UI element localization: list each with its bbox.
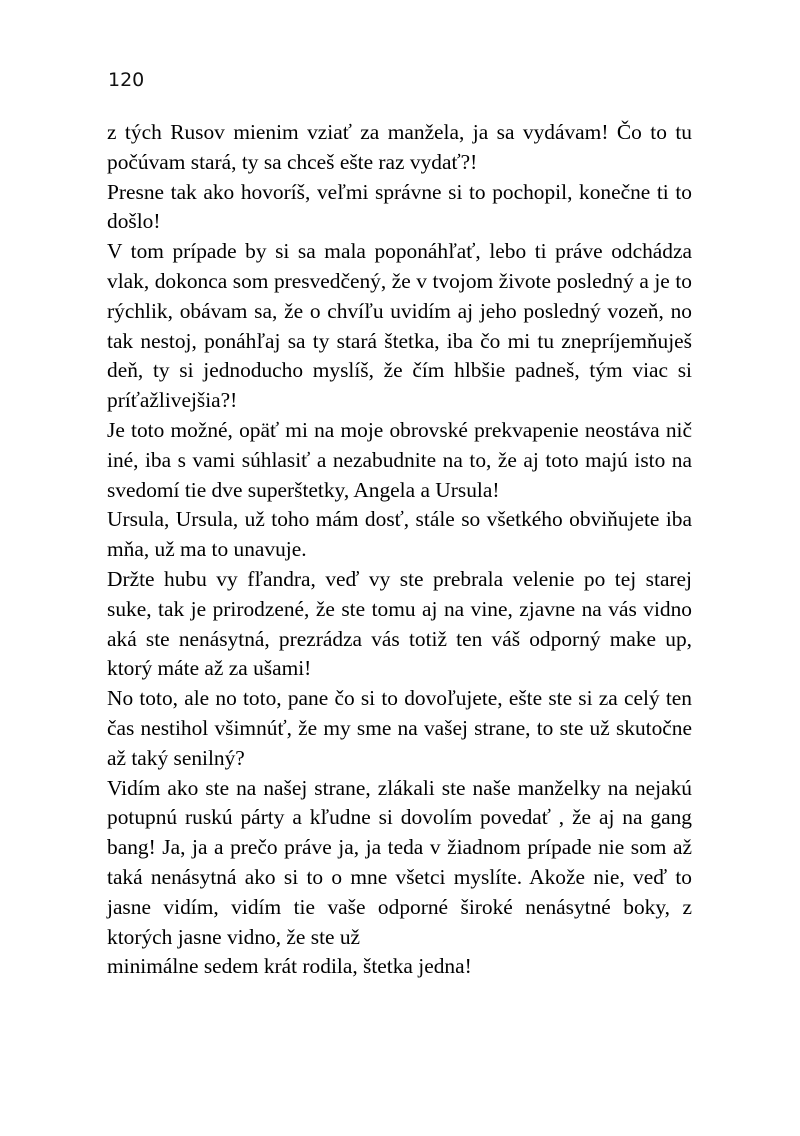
paragraph-1: z tých Rusov mienim vziať za manžela, ja sa vydávam! Čo to tu počúvam stará, ty sa chceš ešte raz vydať?!	[107, 120, 692, 174]
paragraph-9: minimálne sedem krát rodila, štetka jedna!	[107, 954, 472, 979]
body-text	[107, 118, 692, 982]
paragraph-2: Presne tak ako hovoríš, veľmi správne si to pochopil, konečne ti to došlo!	[107, 179, 692, 234]
paragraph-8: Vidím ako ste na našej strane, zlákali ste naše manželky na nejakú potupnú ruskú párty a kľudne si dovolím povedať , že aj na gang bang! Ja, ja a prečo práve ja, ja teda v žiadnom prípade nie som až taká nenásytná ako si to o mne všetci myslíte. Akože nie, veď to jasne vidím, vidím tie vaše odporné široké nenásytné boky, z ktorých jasne vidno, že ste už	[107, 775, 692, 949]
paragraph-7: No toto, ale no toto, pane čo si to dovoľujete, ešte ste si za celý ten čas nestihol všimnúť, že my sme na vašej strane, to ste už skutočne až taký senilný?	[107, 686, 692, 770]
paragraph-3: V tom prípade by si sa mala poponáhľať, lebo ti práve odchádza vlak, dokonca som presvedčený, že v tvojom živote posledný a je to rýchlik, obávam sa, že o chvíľu uvidím aj jeho posledný vozeň, no tak nestoj, ponáhľaj sa ty stará štetka, iba čo mi tu znepríjemňuješ deň, ty si jednoducho myslíš, že čím hlbšie padneš, tým viac si príťažlivejšia?!	[107, 239, 692, 413]
paragraph-6: Držte hubu vy fľandra, veď vy ste prebrala velenie po tej starej suke, tak je prirodzené, že ste tomu aj na vine, zjavne na vás vidno aká ste nenásytná, prezrádza vás totiž ten váš odporný make up, ktorý máte až za ušami!	[107, 566, 692, 681]
page-number: 120	[108, 69, 145, 91]
paragraph-4: Je toto možné, opäť mi na moje obrovské prekvapenie neostáva nič iné, iba s vami súhlasiť a nezabudnite na to, že aj toto majú isto na svedomí tie dve superštetky, Angela a Ursula!	[107, 417, 692, 502]
paragraph-5: Ursula, Ursula, už toho mám dosť, stále so všetkého obviňujete iba mňa, už ma to unavuje.	[107, 507, 692, 562]
